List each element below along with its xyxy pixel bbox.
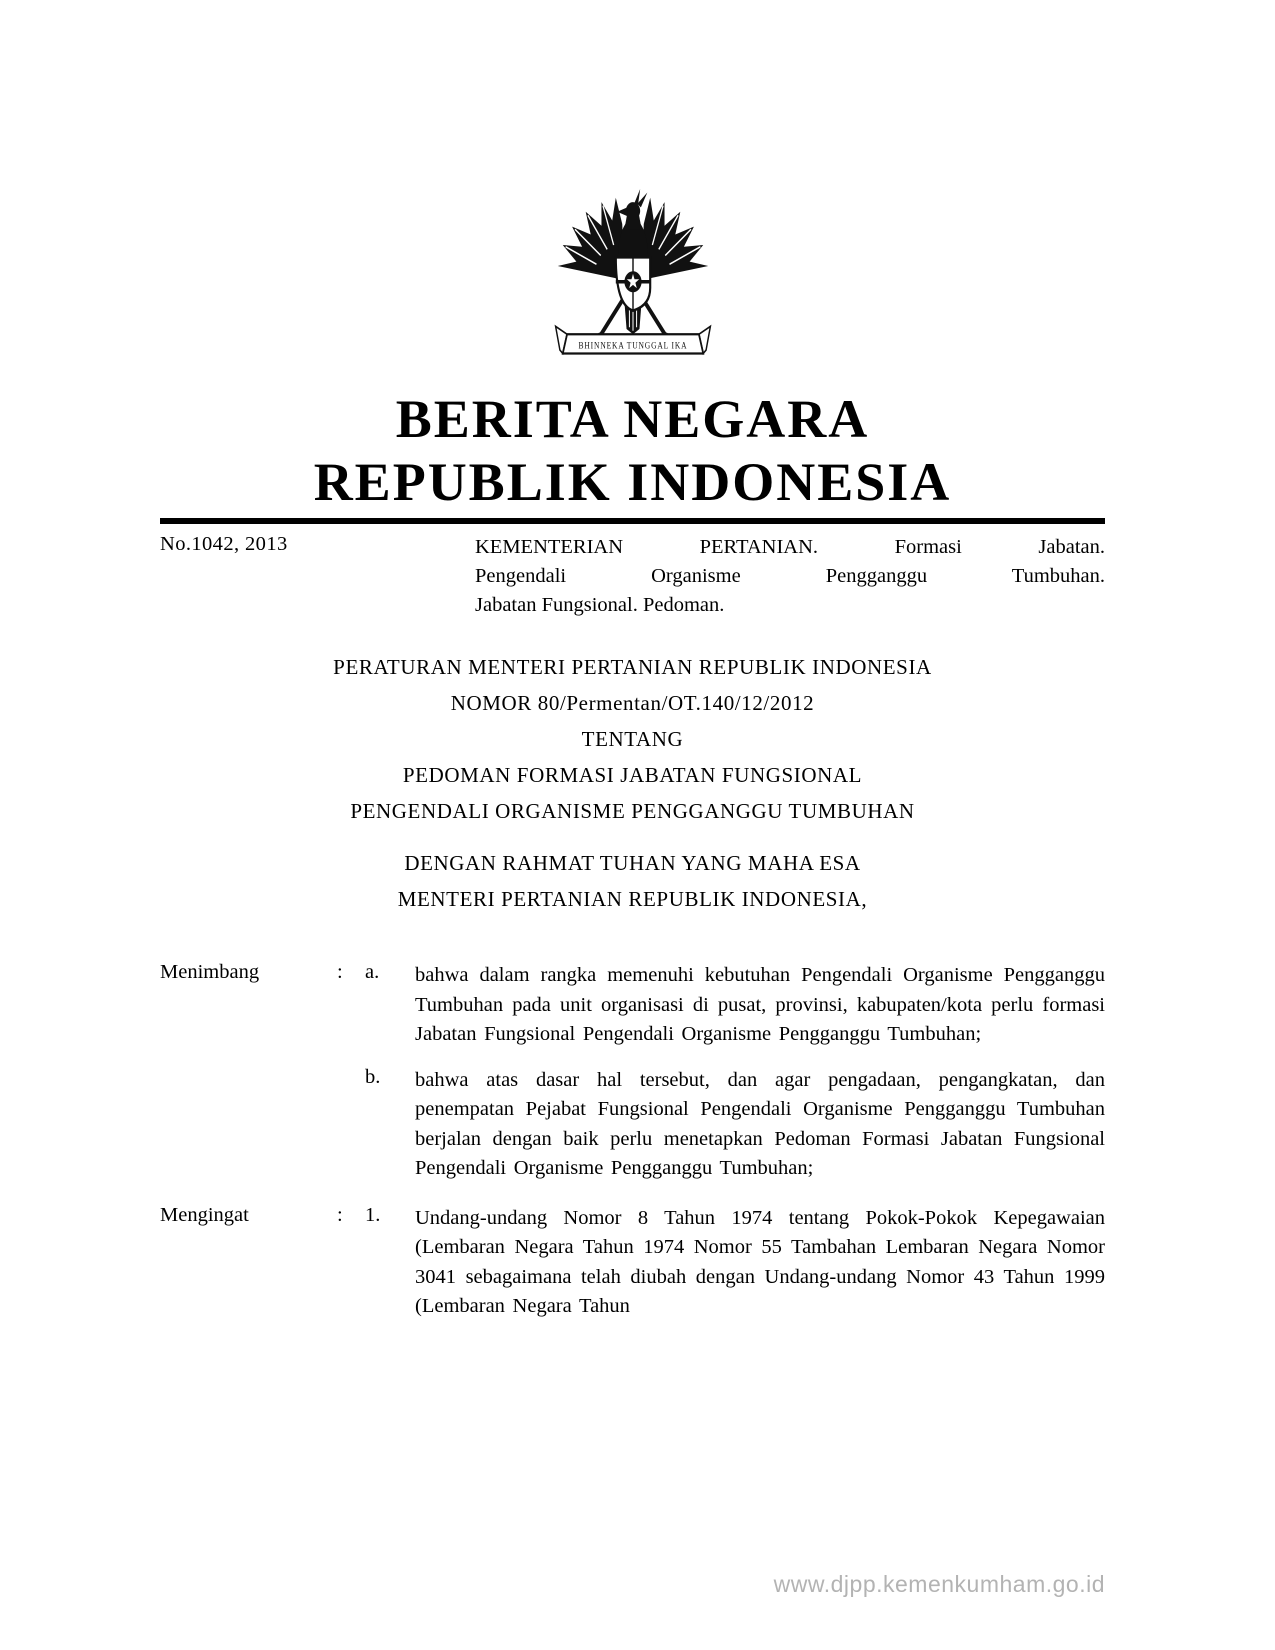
regulation-issuer-line: PERATURAN MENTERI PERTANIAN REPUBLIK INDONESIA — [333, 655, 932, 680]
left-wing — [557, 198, 624, 280]
item-marker: 1. — [365, 1203, 381, 1226]
invocation-group — [160, 845, 1105, 917]
neck — [624, 214, 641, 230]
masthead-rule — [160, 518, 1105, 524]
item-text: bahwa dalam rangka memenuhi kebutuhan Pengendali Organisme Pengganggu Tumbuhan pada unit organisasi di pusat, provinsi, kabupaten/kota perlu formasi Jabatan Fungsional Pengendali Organisme Pengganggu Tumbuhan; — [415, 964, 1105, 1046]
menimbang-label: Menimbang — [160, 961, 260, 984]
masthead — [160, 388, 1105, 513]
meta-row — [160, 533, 1105, 619]
item-marker: a. — [365, 961, 380, 984]
motto-text: BHINNEKA TUNGGAL IKA — [578, 341, 687, 351]
masthead-title-line1: BERITA NEGARA — [395, 389, 870, 449]
preamble-body — [160, 961, 1105, 1322]
right-wing — [641, 198, 708, 280]
emblem-container — [160, 168, 1105, 364]
garuda-pancasila-emblem — [547, 168, 719, 364]
abstract-line2: Pengendali Organisme Pengganggu Tumbuhan. — [475, 564, 1105, 587]
tentang-label: TENTANG — [581, 727, 684, 752]
regulation-heading-block — [160, 649, 1105, 917]
regulation-subject-line2: PENGENDALI ORGANISME PENGGANGGU TUMBUHAN — [350, 799, 915, 824]
regulation-subject-line1: PEDOMAN FORMASI JABATAN FUNGSIONAL — [402, 763, 863, 788]
item-text: Undang-undang Nomor 8 Tahun 1974 tentang Pokok-Pokok Kepegawaian (Lembaran Negara Tahun 1974 Nomor 55 Tambahan Lembaran Negara Nomor 3041 sebagaimana telah diubah dengan Undang-undang Nomor 43 Tahun 1999 (Lembaran Negara Tahun — [415, 1206, 1105, 1318]
item-text: bahwa atas dasar hal tersebut, dan agar pengadaan, pengangkatan, dan penempatan Pejabat Fungsional Pengendali Organisme Pengganggu Tumbuhan berjalan dengan baik perlu menetapkan Pedoman Formasi Jabatan Fungsional Pengendali Organisme Pengganggu Tumbuhan; — [415, 1068, 1105, 1180]
menimbang-items — [365, 961, 1105, 1184]
masthead-title-line2: REPUBLIK INDONESIA — [313, 451, 952, 512]
authority-line: MENTERI PERTANIAN REPUBLIK INDONESIA, — [397, 887, 868, 912]
mengingat-colon: : — [337, 1203, 343, 1226]
consideration-item-b — [365, 1066, 1105, 1184]
abstract-line1: KEMENTERIAN PERTANIAN. Formasi Jabatan. — [475, 536, 1105, 559]
mengingat-section — [160, 1204, 1105, 1322]
subject-abstract — [475, 533, 1105, 619]
regulation-number-line: NOMOR 80/Permentan/OT.140/12/2012 — [450, 691, 815, 716]
abstract-line3: Jabatan Fungsional. Pedoman. — [475, 593, 725, 616]
invocation-line: DENGAN RAHMAT TUHAN YANG MAHA ESA — [404, 851, 861, 876]
menimbang-colon: : — [337, 961, 343, 984]
issue-number: No.1042, 2013 — [160, 533, 288, 556]
legal-basis-item-1 — [365, 1204, 1105, 1322]
footer-watermark-url: www.djpp.kemenkumham.go.id — [773, 1571, 1105, 1597]
mengingat-label: Mengingat — [160, 1203, 249, 1226]
page-content — [160, 0, 1105, 1322]
mengingat-items — [365, 1204, 1105, 1322]
menimbang-section — [160, 961, 1105, 1184]
item-marker: b. — [365, 1065, 381, 1088]
consideration-item-a — [365, 961, 1105, 1050]
